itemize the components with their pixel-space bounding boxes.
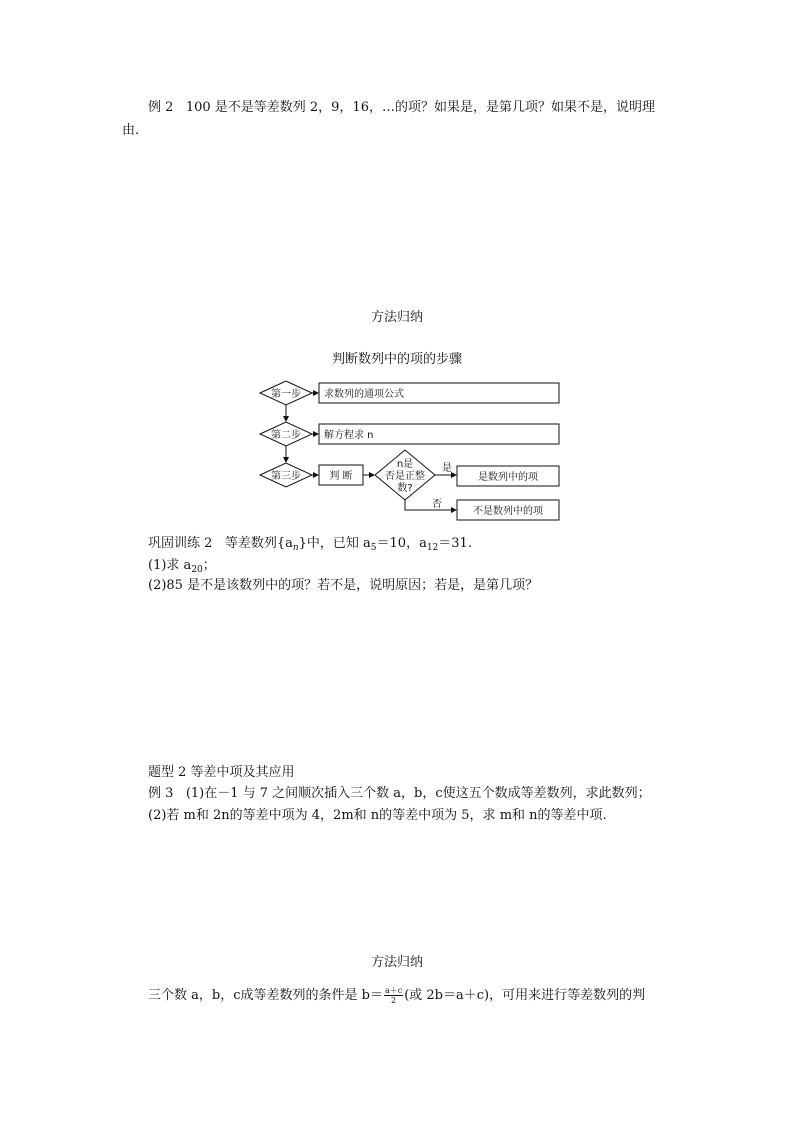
fraction-denominator: 2	[391, 996, 397, 1005]
decision-line-3: 数?	[397, 483, 413, 494]
practice-2-text: ＝10，a	[376, 536, 427, 551]
practice-2-q1	[148, 558, 216, 578]
example-3-q1	[148, 786, 651, 802]
topic-2-title: 题型 2 等差中项及其应用	[148, 765, 295, 780]
method-title-1: 方法归纳	[370, 310, 423, 325]
subscript: 5	[370, 543, 377, 553]
yes-result-text: 是数列中的项	[478, 472, 538, 483]
fraction-numerator: a＋c	[384, 986, 403, 995]
example-2-text-cont: 由.	[122, 123, 140, 138]
no-result-text: 不是数列中的项	[473, 506, 543, 517]
step-2-text: 解方程求 n	[324, 430, 374, 441]
step-1-text: 求数列的通项公式	[324, 389, 404, 400]
step-1-label: 第一步	[271, 389, 301, 400]
example-2-line-2	[122, 123, 139, 139]
flowchart	[0, 374, 794, 524]
practice-2-label: 巩固训练 2	[148, 536, 213, 551]
decision-line-2: 否是正整	[385, 471, 425, 482]
example-2-label: 例 2	[148, 100, 174, 115]
method-text: 三个数 a，b，c成等差数列的条件是 b＝	[148, 988, 383, 1003]
decision-line-1: n是	[396, 459, 414, 470]
subscript: n	[292, 543, 299, 553]
practice-2-q2	[148, 578, 538, 594]
example-3-label: 例 3	[148, 786, 174, 801]
question-text: (1)求 a	[148, 558, 192, 573]
question-text: ；	[202, 558, 216, 573]
judge-label: 判 断	[329, 471, 353, 482]
fraction	[384, 986, 403, 1005]
method-2-text	[148, 986, 645, 1005]
practice-2-text: 等差数列{a	[224, 536, 293, 551]
no-label: 否	[432, 499, 442, 510]
example-2-text: 100 是不是等差数列 2，9，16，…的项？如果是，是第几项？如果不是，说明理	[185, 100, 655, 115]
practice-2-text: ＝31.	[438, 536, 472, 551]
flowchart-title: 判断数列中的项的步骤	[331, 352, 462, 367]
practice-2-line	[148, 536, 472, 556]
question-text: (1)在－1 与 7 之间顺次插入三个数 a，b，c使这五个数成等差数列，求此数列；	[185, 786, 651, 801]
step-2-label: 第二步	[271, 430, 301, 441]
example-3-q2	[148, 808, 607, 824]
question-text: (2)85 是不是该数列中的项？若不是，说明原因；若是，是第几项？	[148, 578, 539, 593]
subscript: 12	[426, 543, 439, 553]
question-text: (2)若 m和 2n的等差中项为 4，2m和 n的等差中项为 5，求 m和 n的等差中项.	[148, 808, 607, 823]
subscript: 20	[191, 565, 203, 575]
step-3-label: 第三步	[271, 471, 301, 482]
example-2-line-1	[148, 100, 655, 116]
practice-2-text: }中，已知 a	[298, 536, 371, 551]
yes-label: 是	[442, 463, 452, 474]
method-title-2: 方法归纳	[370, 955, 423, 970]
method-text: (或 2b＝a＋c)，可用来进行等差数列的判	[404, 988, 646, 1003]
